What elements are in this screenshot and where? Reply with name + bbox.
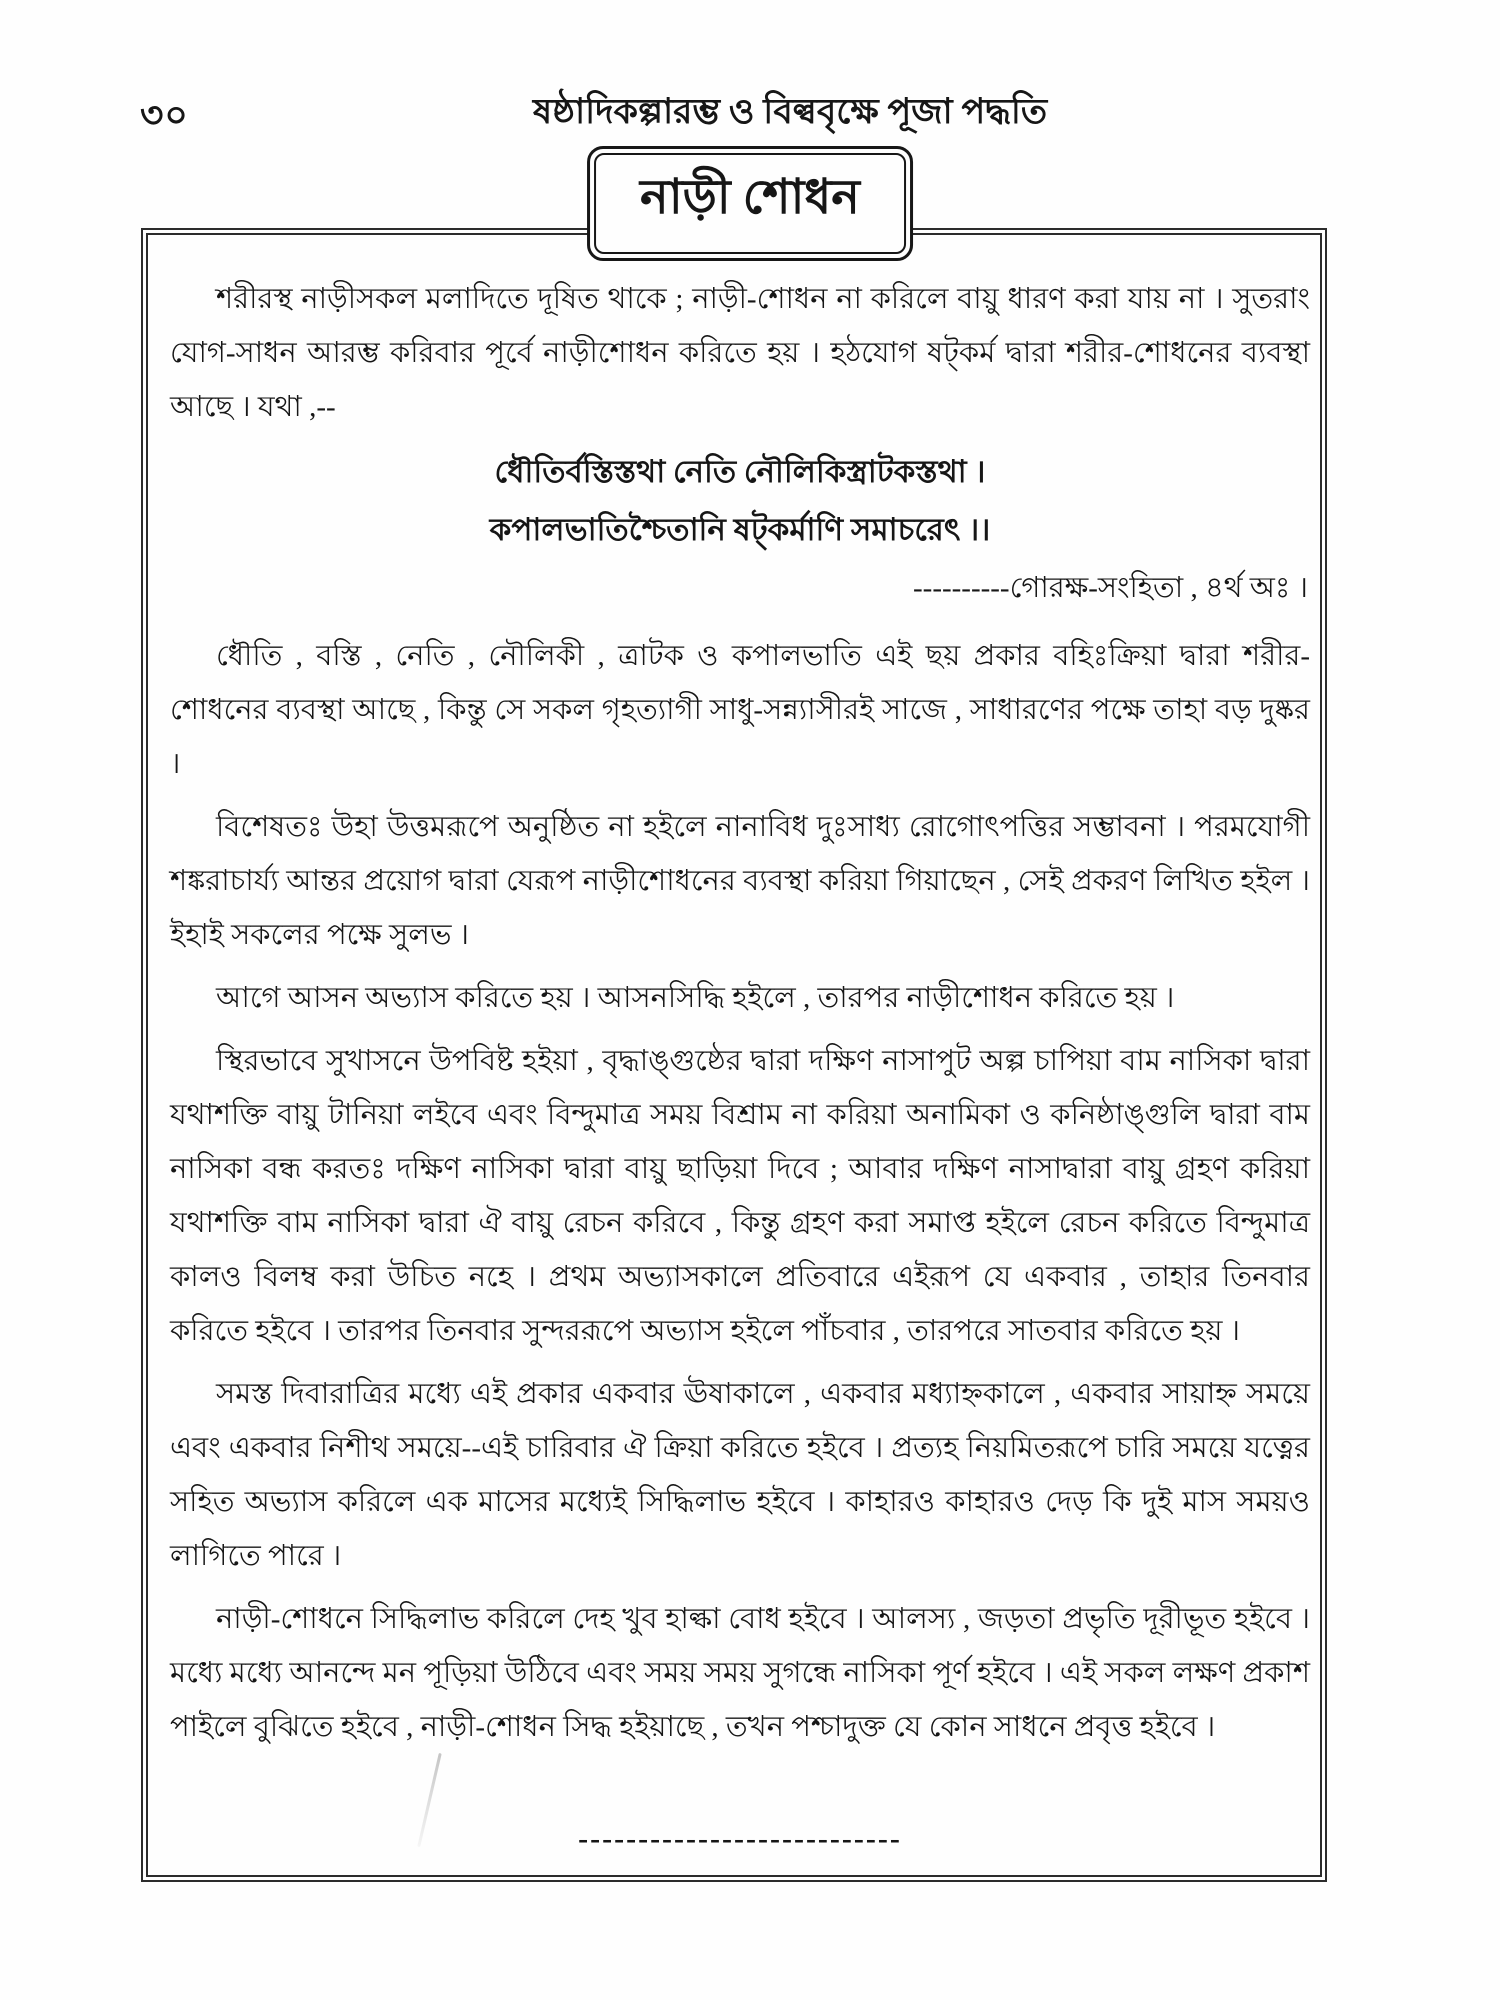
body-text (170, 272, 1310, 1866)
paragraph-results: নাড়ী-শোধনে সিদ্ধিলাভ করিলে দেহ খুব হাল্কা বোধ হইবে । আলস্য , জড়তা প্রভৃতি দূরীভূত হইবে । মধ্যে মধ্যে আনন্দে মন পূড়িয়া উঠিবে এবং সময় সময় সুগন্ধে নাসিকা পূর্ণ হইবে । এই সকল লক্ষণ প্রকাশ পাইলে বুঝিতে হইবে , নাড়ী-শোধন সিদ্ধ হইয়াছে , তখন পশ্চাদুক্ত যে কোন সাধনে প্রবৃত্ত হইবে । (170, 1603, 1310, 1743)
section-title: নাড়ী শোধন (594, 153, 906, 254)
verse-block (170, 443, 1310, 559)
paragraph-warning: বিশেষতঃ উহা উত্তমরূপে অনুষ্ঠিত না হইলে নানাবিধ দুঃসাধ্য রোগোৎপত্তির সম্ভাবনা । পরমযোগী শঙ্করাচার্য্য আন্তর প্রয়োগ দ্বারা যেরূপ নাড়ীশোধনের ব্যবস্থা করিয়া গিয়াছেন , সেই প্রকরণ লিখিত হইল । ইহাই সকলের পক্ষে সুলভ । (170, 811, 1310, 951)
paragraph-intro: শরীরস্থ নাড়ীসকল মলাদিতে দূষিত থাকে ; নাড়ী-শোধন না করিলে বায়ু ধারণ করা যায় না । সুতরাং যোগ-সাধন আরম্ভ করিবার পূর্বে নাড়ীশোধন করিতে হয় । হঠযোগ ষট্‌কর্ম দ্বারা শরীর-শোধনের ব্যবস্থা আছে । যথা ,-- (170, 283, 1310, 423)
running-header: ষষ্ঠাদিকল্পারম্ভ ও বিল্ববৃক্ষে পূজা পদ্ধতি (532, 92, 1048, 131)
paragraph-six-kriyas: ধৌতি , বস্তি , নেতি , নৌলিকী , ত্রাটক ও কপালভাতি এই ছয় প্রকার বহিঃক্রিয়া দ্বারা শরীর-শোধনের ব্যবস্থা আছে , কিন্তু সে সকল গৃহত্যাগী সাধু-সন্ন্যাসীরই সাজে , সাধারণের পক্ষে তাহা বড় দুষ্কর । (170, 640, 1310, 780)
verse-attribution: ----------গোরক্ষ-সংহিতা , ৪র্থ অঃ । (913, 572, 1308, 604)
paragraph-method: স্থিরভাবে সুখাসনে উপবিষ্ট হইয়া , বৃদ্ধাঙ্গুষ্ঠের দ্বারা দক্ষিণ নাসাপুট অল্প চাপিয়া বাম নাসিকা দ্বারা যথাশক্তি বায়ু টানিয়া লইবে এবং বিন্দুমাত্র সময় বিশ্রাম না করিয়া অনামিকা ও কনিষ্ঠাঙ্গুলি দ্বারা বাম নাসিকা বন্ধ করতঃ দক্ষিণ নাসিকা দ্বারা বায়ু ছাড়িয়া দিবে ; আবার দক্ষিণ নাসাদ্বারা বায়ু গ্রহণ করিয়া যথাশক্তি বাম নাসিকা দ্বারা ঐ বায়ু রেচন করিবে , কিন্তু গ্রহণ করা সমাপ্ত হইলে রেচন করিতে বিন্দুমাত্র কালও বিলম্ব করা উচিত নহে । প্রথম অভ্যাসকালে প্রতিবারে এইরূপ যে একবার , তাহার তিনবার করিতে হইবে । তারপর তিনবার সুন্দররূপে অভ্যাস হইলে পাঁচবার , তারপরে সাতবার করিতে হয় । (170, 1045, 1310, 1347)
section-divider: --------------------------- (578, 1822, 902, 1855)
page-number: ৩০ (140, 95, 189, 135)
verse-line-1: ধৌতির্বস্তিস্তথা নেতি নৌলিকিস্ত্রাটকস্তথা । (494, 454, 986, 489)
paragraph-schedule: সমস্ত দিবারাত্রির মধ্যে এই প্রকার একবার ঊষাকালে , একবার মধ্যাহ্নকালে , একবার সায়াহ্ন সময়ে এবং একবার নিশীথ সময়ে--এই চারিবার ঐ ক্রিয়া করিতে হইবে । প্রত্যহ নিয়মিতরূপে চারি সময়ে যত্নের সহিত অভ্যাস করিলে এক মাসের মধ্যেই সিদ্ধিলাভ হইবে । কাহারও কাহারও দেড় কি দুই মাস সময়ও লাগিতে পারে । (170, 1378, 1310, 1572)
paragraph-asana-first: আগে আসন অভ্যাস করিতে হয় । আসনসিদ্ধি হইলে , তারপর নাড়ীশোধন করিতে হয় । (216, 982, 1175, 1014)
verse-line-2: কপালভাতিশ্চৈতানি ষট্‌কর্মাণি সমাচরেৎ ।। (489, 512, 991, 547)
section-title-box (587, 146, 913, 261)
